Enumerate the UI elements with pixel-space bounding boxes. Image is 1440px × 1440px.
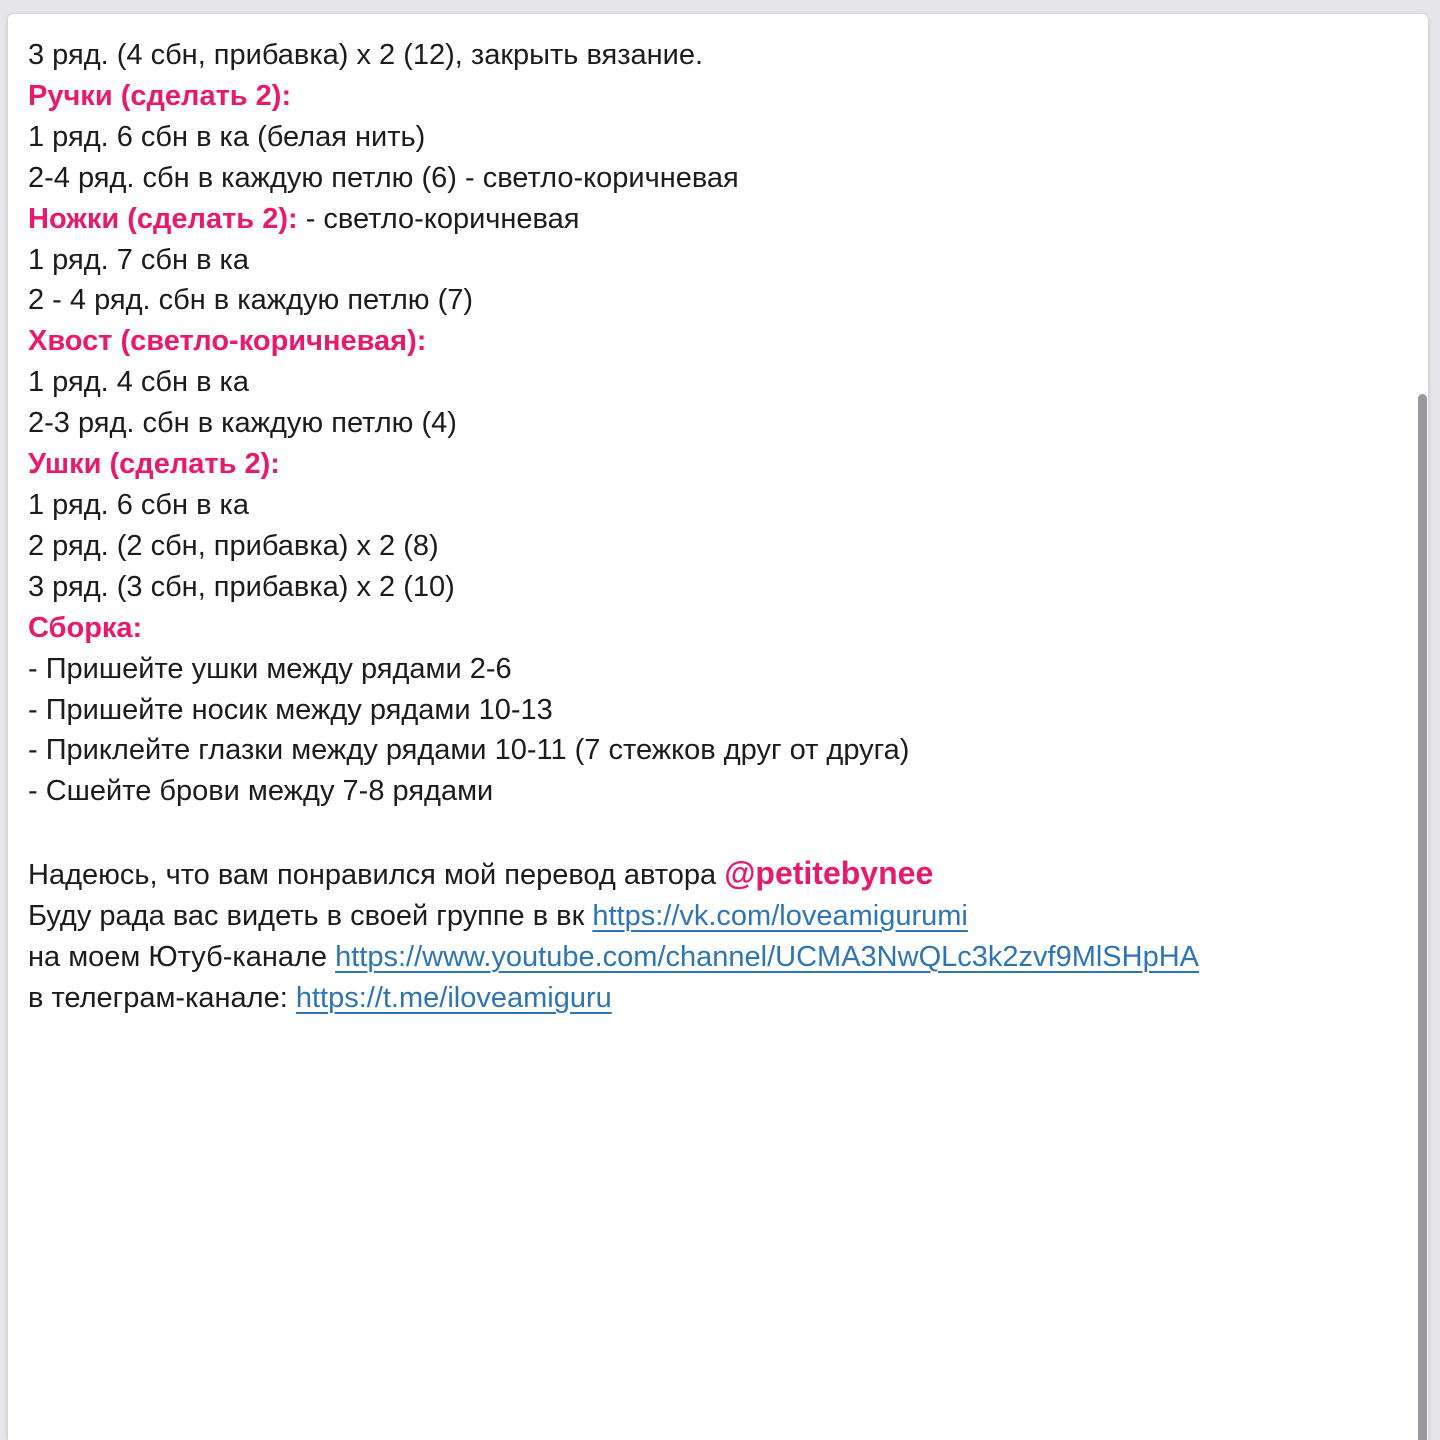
text-run: 1 ряд. 6 сбн в ка (белая нить) [28, 120, 426, 153]
paragraph [28, 485, 1404, 526]
section-heading: Хвост (светло-коричневая): [28, 325, 427, 358]
paragraph [28, 117, 1404, 158]
paragraph [28, 35, 1404, 76]
section-heading: Сборка: [28, 611, 143, 644]
paragraph [28, 690, 1404, 731]
hyperlink[interactable]: https://t.me/iloveamiguru [295, 981, 612, 1014]
document-page [8, 14, 1428, 1440]
paragraph [28, 771, 1404, 812]
text-run: 2 ряд. (2 сбн, прибавка) х 2 (8) [28, 529, 439, 562]
text-run: 2 - 4 ряд. сбн в каждую петлю (7) [28, 284, 474, 317]
text-run: - Приклейте глазки между рядами 10-11 (7 стежков друг от друга) [28, 734, 910, 767]
hyperlink[interactable]: https://vk.com/loveamigurumi [592, 900, 968, 933]
paragraph [28, 853, 1404, 896]
paragraph [28, 937, 1404, 978]
document-content [8, 14, 1428, 1019]
paragraph [28, 649, 1404, 690]
paragraph [28, 608, 1404, 649]
text-run: - Сшейте брови между 7-8 рядами [28, 775, 494, 808]
author-handle: @petitebynee [724, 855, 934, 892]
paragraph [28, 199, 1404, 240]
section-heading: Ручки (сделать 2): [28, 79, 292, 112]
paragraph [28, 567, 1404, 608]
text-run: в телеграм-канале: [28, 981, 296, 1014]
text-run: 2-4 ряд. сбн в каждую петлю (6) - светло-коричневая [28, 161, 739, 194]
paragraph [28, 444, 1404, 485]
text-run: 1 ряд. 4 сбн в ка [28, 366, 250, 399]
text-run: - светло-коричневая [297, 202, 580, 235]
paragraph [28, 403, 1404, 444]
text-run: Буду рада вас видеть в своей группе в вк [28, 900, 593, 933]
paragraph [28, 240, 1404, 281]
paragraph [28, 321, 1404, 362]
paragraph [28, 158, 1404, 199]
paragraph [28, 362, 1404, 403]
scrollbar-thumb[interactable] [1418, 394, 1427, 1440]
paragraph [28, 526, 1404, 567]
section-heading: Ушки (сделать 2): [28, 448, 280, 481]
text-run: 1 ряд. 7 сбн в ка [28, 243, 250, 276]
text-run: - Пришейте носик между рядами 10-13 [28, 693, 553, 726]
paragraph [28, 896, 1404, 937]
text-run: 3 ряд. (4 сбн, прибавка) х 2 (12), закрыть вязание. [28, 39, 704, 71]
paragraph [28, 280, 1404, 321]
paragraph [28, 812, 1404, 853]
text-run: - Пришейте ушки между рядами 2-6 [28, 652, 512, 685]
hyperlink[interactable]: https://www.youtube.com/channel/UCMA3NwQLc3k2zvf9MlSHpHA [335, 940, 1199, 973]
paragraph [28, 76, 1404, 117]
text-run: 1 ряд. 6 сбн в ка [28, 488, 250, 521]
paragraph [28, 978, 1404, 1019]
section-heading: Ножки (сделать 2): [28, 202, 298, 235]
text-run: 2-3 ряд. сбн в каждую петлю (4) [28, 407, 457, 440]
paragraph [28, 730, 1404, 771]
text-run: Надеюсь, что вам понравился мой перевод автора [28, 859, 725, 892]
text-run: 3 ряд. (3 сбн, прибавка) х 2 (10) [28, 570, 455, 603]
vertical-scrollbar[interactable] [1418, 14, 1427, 1440]
text-run: на моем Ютуб-канале [28, 940, 336, 973]
